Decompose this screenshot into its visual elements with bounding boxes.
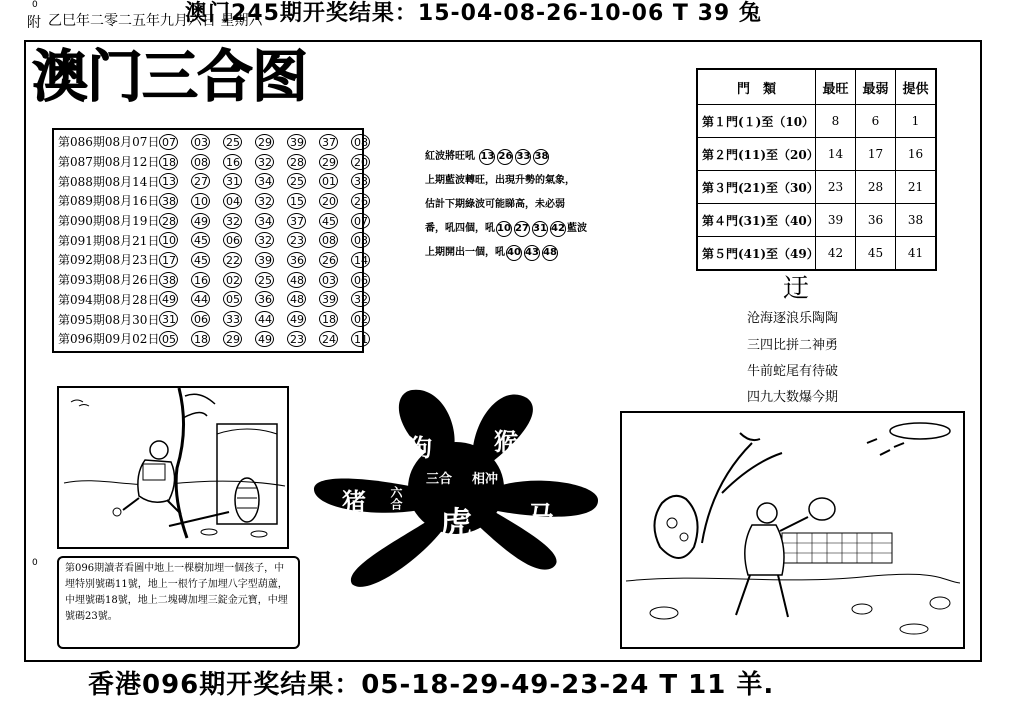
verse-title: 迂 xyxy=(783,274,810,304)
number-ball: 25 xyxy=(255,272,274,288)
number-ball: 07 xyxy=(159,134,178,150)
number-ball: 23 xyxy=(287,331,306,347)
number-ball: 37 xyxy=(319,134,338,150)
number-ball: 44 xyxy=(255,311,274,327)
number-ball: 29 xyxy=(223,331,242,347)
riddle-text-box xyxy=(57,556,300,649)
special-number-ball: 02 xyxy=(351,311,370,327)
poem-line-1: 紅波將旺吼 13 26 33 38 xyxy=(425,145,625,169)
lunar-date-line: 乙巳年二零二五年九月六日 星期六 xyxy=(48,13,263,29)
number-ball: 37 xyxy=(287,213,306,229)
history-row-numbers xyxy=(159,311,377,327)
number-ball: 10 xyxy=(191,193,210,209)
hongkong-draw-result: 香港096期开奖结果：05-18-29-49-23-24 T 11 羊. xyxy=(88,670,775,700)
poem-line-3: 估計下期綠波可能睇高，未必弱 xyxy=(425,199,565,210)
special-number-ball: 33 xyxy=(351,173,370,189)
door-row xyxy=(697,204,936,237)
special-number-ball: 32 xyxy=(351,291,370,307)
verse-line: 牛前蛇尾有待破 xyxy=(747,364,839,379)
number-ball: 34 xyxy=(255,173,274,189)
number-ball: 15 xyxy=(287,193,306,209)
history-row-label: 第093期08月26日 xyxy=(58,273,160,288)
number-ball: 08 xyxy=(319,232,338,248)
door-row xyxy=(697,171,936,204)
zodiac-tiger-center: 虎 xyxy=(440,504,473,542)
zodiac-dog: 狗 xyxy=(408,433,432,462)
number-ball: 20 xyxy=(319,193,338,209)
history-row xyxy=(58,309,368,329)
number-ball: 13 xyxy=(159,173,178,189)
number-ball: 25 xyxy=(287,173,306,189)
history-row-label: 第090期08月19日 xyxy=(58,214,160,229)
door-give: 41 xyxy=(896,237,937,271)
door-row xyxy=(697,138,936,171)
door-stats-table xyxy=(696,68,937,271)
number-ball: 45 xyxy=(319,213,338,229)
poem-number-ball: 40 xyxy=(506,245,522,261)
history-row-numbers xyxy=(159,173,377,189)
number-ball: 32 xyxy=(255,232,274,248)
number-ball: 39 xyxy=(287,134,306,150)
margin-prefix: 附 xyxy=(27,15,41,31)
number-ball: 23 xyxy=(287,232,306,248)
number-ball: 33 xyxy=(223,311,242,327)
special-number-ball: 07 xyxy=(351,213,370,229)
number-ball: 49 xyxy=(255,331,274,347)
poem-number-ball: 38 xyxy=(533,149,549,165)
door-give: 1 xyxy=(896,105,937,138)
history-row-numbers xyxy=(159,193,377,209)
special-number-ball: 08 xyxy=(351,134,370,150)
number-ball: 27 xyxy=(191,173,210,189)
special-number-ball: 20 xyxy=(351,154,370,170)
number-ball: 31 xyxy=(159,311,178,327)
history-row-label: 第088期08月14日 xyxy=(58,174,160,189)
number-ball: 36 xyxy=(255,291,274,307)
riddle-text: 第096期讀者看圖中地上一棵樹加埋一個孩子，中埋特別號碼11號，地上一根竹子加埋八字型葫蘆，中埋號碼18號，地上二塊磚加埋三錠金元寶，中埋號碼23號。 xyxy=(65,563,288,622)
history-row-label: 第096期09月02日 xyxy=(58,332,160,347)
poem-number-ball: 42 xyxy=(550,221,566,237)
number-ball: 04 xyxy=(223,193,242,209)
number-ball: 06 xyxy=(191,311,210,327)
door-label: 第４門(31)至（40） xyxy=(697,204,816,237)
poem-number-ball: 43 xyxy=(524,245,540,261)
number-ball: 22 xyxy=(223,252,242,268)
macau-draw-result: 澳门245期开奖结果：15-04-08-26-10-06 T 39 兔 xyxy=(185,1,762,26)
zodiac-monkey: 猴 xyxy=(494,427,518,456)
history-row-numbers xyxy=(159,134,377,150)
number-ball: 48 xyxy=(287,272,306,288)
special-number-ball: 26 xyxy=(351,193,370,209)
number-ball: 18 xyxy=(159,154,178,170)
door-max: 39 xyxy=(816,204,856,237)
poem-number-ball: 33 xyxy=(515,149,531,165)
number-ball: 18 xyxy=(191,331,210,347)
special-number-ball: 06 xyxy=(351,272,370,288)
number-ball: 16 xyxy=(191,272,210,288)
riddle-illustration-left xyxy=(57,386,289,549)
number-ball: 36 xyxy=(287,252,306,268)
illustration-right xyxy=(620,411,965,649)
history-row-label: 第086期08月07日 xyxy=(58,135,160,150)
liuhe-label: 六合 xyxy=(389,486,403,510)
number-ball: 45 xyxy=(191,252,210,268)
history-row-label: 第089期08月16日 xyxy=(58,194,160,209)
door-min: 45 xyxy=(856,237,896,271)
history-row xyxy=(58,191,368,211)
history-row xyxy=(58,152,368,172)
boy-with-racket-illustration xyxy=(622,413,963,647)
verse-line: 沧海逐浪乐陶陶 xyxy=(747,311,839,326)
number-ball: 38 xyxy=(159,193,178,209)
poem-line-2: 上期藍波轉旺，出現升勢的氣象， xyxy=(425,175,575,186)
margin-zero-top: 0 xyxy=(32,0,38,10)
history-row-label: 第094期08月28日 xyxy=(58,292,160,307)
number-ball: 02 xyxy=(223,272,242,288)
number-ball: 17 xyxy=(159,252,178,268)
number-ball: 03 xyxy=(319,272,338,288)
number-ball: 05 xyxy=(159,331,178,347)
number-ball: 45 xyxy=(191,232,210,248)
number-ball: 03 xyxy=(191,134,210,150)
history-row xyxy=(58,270,368,290)
history-row xyxy=(58,230,368,250)
door-min: 36 xyxy=(856,204,896,237)
number-ball: 34 xyxy=(255,213,274,229)
number-ball: 24 xyxy=(319,331,338,347)
door-label: 第５門(41)至（49） xyxy=(697,237,816,271)
door-header-category: 門 類 xyxy=(697,69,816,105)
number-ball: 44 xyxy=(191,291,210,307)
number-ball: 49 xyxy=(287,311,306,327)
zodiac-flower xyxy=(312,388,600,592)
number-ball: 05 xyxy=(223,291,242,307)
color-wave-poem xyxy=(425,145,625,265)
number-ball: 10 xyxy=(159,232,178,248)
page-title: 澳门三合图 xyxy=(32,45,307,110)
door-label: 第３門(21)至（30） xyxy=(697,171,816,204)
history-row-numbers xyxy=(159,291,377,307)
number-ball: 32 xyxy=(223,213,242,229)
boy-reading-illustration xyxy=(59,388,287,547)
number-ball: 49 xyxy=(159,291,178,307)
number-ball: 06 xyxy=(223,232,242,248)
history-row-numbers xyxy=(159,331,377,347)
margin-zero-side: 0 xyxy=(32,558,38,568)
number-ball: 25 xyxy=(223,134,242,150)
door-min: 17 xyxy=(856,138,896,171)
door-header-max: 最旺 xyxy=(816,69,856,105)
history-row-label: 第091期08月21日 xyxy=(58,233,160,248)
history-row xyxy=(58,329,368,349)
history-row-numbers xyxy=(159,252,377,268)
history-row-label: 第087期08月12日 xyxy=(58,155,160,170)
history-row xyxy=(58,132,368,152)
door-row xyxy=(697,105,936,138)
poem-number-ball: 13 xyxy=(479,149,495,165)
poem-line-5: 上期開出一個，吼 40 43 48 xyxy=(425,241,625,265)
zodiac-horse: 马 xyxy=(528,502,555,532)
history-row-label: 第092期08月23日 xyxy=(58,253,160,268)
history-row-numbers xyxy=(159,232,377,248)
door-max: 42 xyxy=(816,237,856,271)
history-row xyxy=(58,171,368,191)
door-give: 16 xyxy=(896,138,937,171)
number-ball: 01 xyxy=(319,173,338,189)
poem-number-ball: 31 xyxy=(532,221,548,237)
poem-number-ball: 48 xyxy=(542,245,558,261)
number-ball: 28 xyxy=(287,154,306,170)
poem-number-ball: 27 xyxy=(514,221,530,237)
door-min: 28 xyxy=(856,171,896,204)
history-row-numbers xyxy=(159,154,377,170)
verse-line: 四九大数爆今期 xyxy=(747,390,839,405)
number-ball: 48 xyxy=(287,291,306,307)
door-min: 6 xyxy=(856,105,896,138)
door-give: 21 xyxy=(896,171,937,204)
history-row xyxy=(58,290,368,310)
door-max: 8 xyxy=(816,105,856,138)
poem-number-ball: 10 xyxy=(496,221,512,237)
number-ball: 32 xyxy=(255,154,274,170)
number-ball: 29 xyxy=(255,134,274,150)
number-ball: 32 xyxy=(255,193,274,209)
number-ball: 38 xyxy=(159,272,178,288)
history-row-numbers xyxy=(159,213,377,229)
special-number-ball: 11 xyxy=(351,331,370,347)
door-give: 38 xyxy=(896,204,937,237)
number-ball: 49 xyxy=(191,213,210,229)
number-ball: 39 xyxy=(255,252,274,268)
number-ball: 29 xyxy=(319,154,338,170)
history-row-label: 第095期08月30日 xyxy=(58,312,160,327)
history-row xyxy=(58,250,368,270)
draw-history-box xyxy=(52,128,368,353)
zodiac-pig: 猪 xyxy=(342,487,366,516)
door-max: 14 xyxy=(816,138,856,171)
number-ball: 18 xyxy=(319,311,338,327)
special-number-ball: 14 xyxy=(351,252,370,268)
verse-line: 三四比拼二神勇 xyxy=(747,338,839,353)
sanhe-label: 三合 xyxy=(426,472,453,487)
number-ball: 08 xyxy=(191,154,210,170)
door-label: 第１門(１)至（10） xyxy=(697,105,816,138)
number-ball: 31 xyxy=(223,173,242,189)
special-number-ball: 03 xyxy=(351,232,370,248)
number-ball: 28 xyxy=(159,213,178,229)
number-ball: 26 xyxy=(319,252,338,268)
history-row xyxy=(58,211,368,231)
door-label: 第２門(11)至（20） xyxy=(697,138,816,171)
door-header-give: 提供 xyxy=(896,69,937,105)
door-header-min: 最弱 xyxy=(856,69,896,105)
history-row-numbers xyxy=(159,272,377,288)
door-row xyxy=(697,237,936,271)
xiangchong-label: 相冲 xyxy=(472,472,499,487)
number-ball: 39 xyxy=(319,291,338,307)
poem-number-ball: 26 xyxy=(497,149,513,165)
poem-line-4: 番，吼四個，吼 10 27 31 42 藍波 xyxy=(425,217,625,241)
door-max: 23 xyxy=(816,171,856,204)
number-ball: 16 xyxy=(223,154,242,170)
